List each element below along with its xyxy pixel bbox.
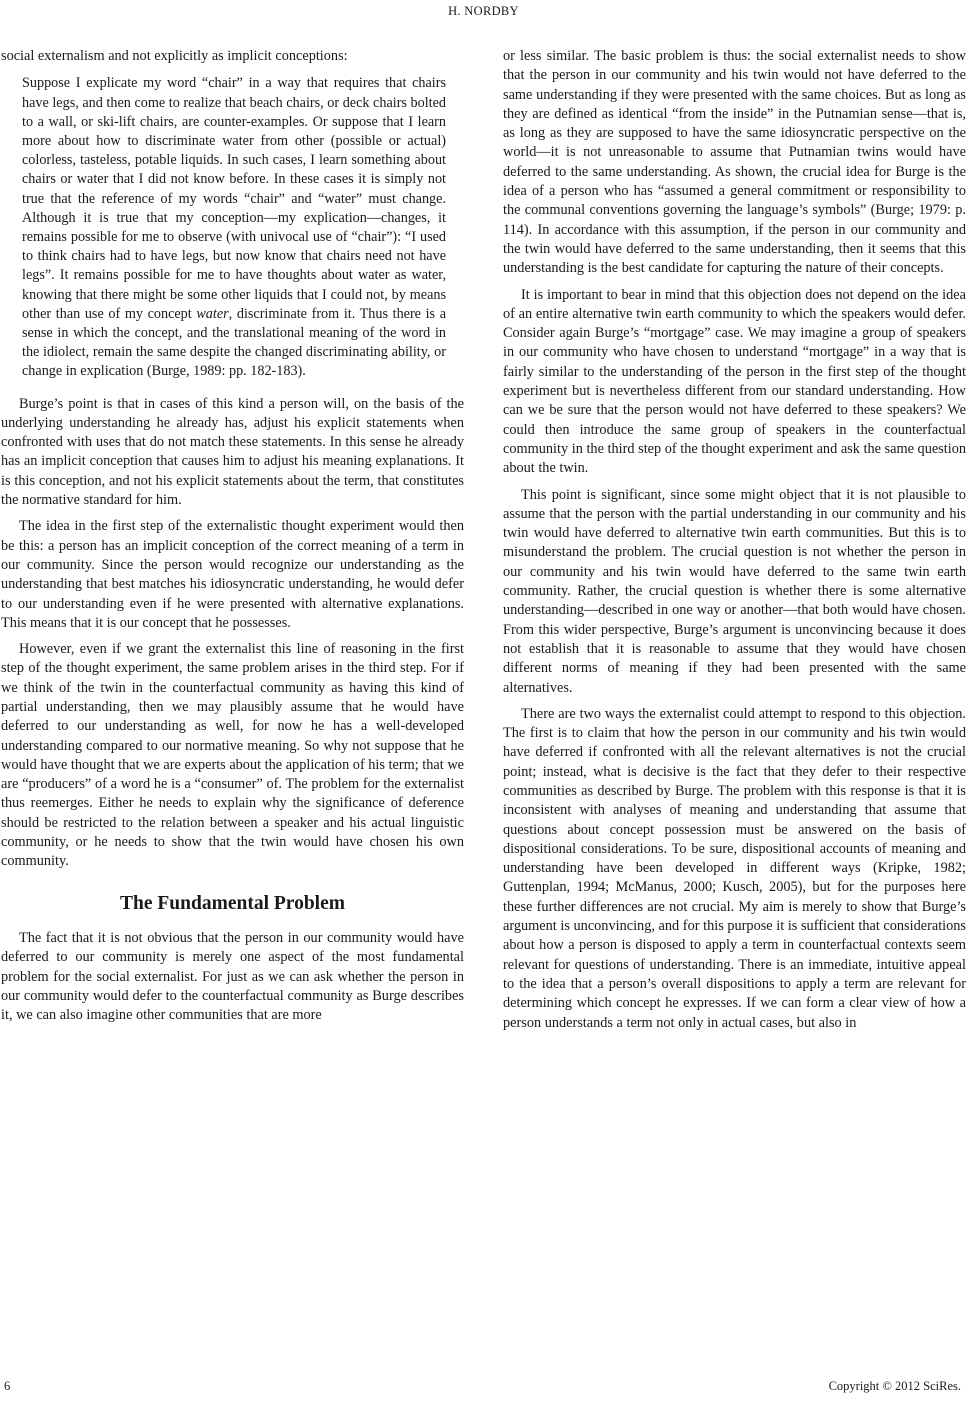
body-paragraph: The fact that it is not obvious that the person in our community would have deferred to our community is merely one aspect of the most fundamental problem for the social externalist. For just as we can ask whether the person in our community would defer to the counterfactual community as Burge describes it, we can also imagine other communities that are more [1, 929, 464, 1024]
left-column [1, 47, 464, 1032]
body-paragraph: Burge’s point is that in cases of this kind a person will, on the basis of the underlying understanding he already has, adjust his explicit statements when confronted with uses that do not match these statements. In this sense he already has an implicit conception that causes him to adjust his meaning explanations. It is this conception, and not his explicit statements about the term, that constitutes the normative standard for him. [1, 395, 464, 509]
quote-italic-term: water [196, 305, 229, 322]
intro-line: social externalism and not explicitly as implicit conceptions: [1, 48, 348, 64]
body-paragraph: or less similar. The basic problem is thus: the social externalist needs to show that the person in our community and his twin would not have deferred to the same understanding if they were presented with the same choices. But as long as they are defined as identical “from the inside” in the Putnamian sense—that is, as long as they are supposed to have the same idiosyncratic perspective on the world—it is not unreasonable to assume that Putnamian twins would have deferred to the same understanding. As shown, the crucial idea for Burge is the idea of a person who has “assumed a general commitment or responsibility to the communal conventions governing the language’s symbols” (Burge; 1979: p. 114). In accordance with this assumption, if the person in our community and the twin would have deferred to the same understanding, then it seems that this understanding is the best candidate for capturing the nature of their concepts. [503, 48, 966, 277]
body-paragraph: This point is significant, since some might object that it is not plausible to assume that the person with the partial understanding in our community and his twin would have deferred to alternative twin earth communities. But this is to misunderstand the problem. The crucial question is not whether the person in our community and his twin would have deferred to the same twin earth community. Rather, the crucial question is whether there is some alternative understanding—described in one way or another—that both would have chosen. From this wider perspective, Burge’s argument is unconvincing because it does not establish that it is reasonable to assume that they would have chosen different norms of meaning if they had been presented with the same alternatives. [503, 486, 966, 696]
right-column [503, 47, 966, 1040]
body-paragraph: It is important to bear in mind that this objection does not depend on the idea of an entire alternative twin earth community to which the speakers would defer. Consider again Burge’s “mortgage” case. We may imagine a group of speakers in our community who have chosen to understand “mortgage” in a way that is fairly similar to the understanding of the person in the first step of the thought experiment but is nevertheless different from our standard understanding. How can we be sure that the person would not have deferred to these speakers? We could then introduce the same group of speakers in the counterfactual community in the third step of the thought experiment and ask the same question about the twin. [503, 286, 966, 477]
block-quote [22, 74, 446, 381]
body-paragraph: The idea in the first step of the externalistic thought experiment would then be this: a person has an implicit conception of the correct meaning of a term in our community. Since the person would recognize our understanding as the understanding that best matches his idiosyncratic understanding, he would defer to our understanding even if he were presented with alternative explanations. This means that it is our concept that he possesses. [1, 518, 464, 631]
section-heading: The Fundamental Problem [120, 892, 345, 914]
body-paragraph: However, even if we grant the externalist this line of reasoning in the first step of the thought experiment, the same problem arises in the third step. For if we think of the twin in the counterfactual community as having this kind of partial understanding, then we may plausibly assume that he would have deferred to our understanding as well, for now he has a well-developed understanding compared to our normative meaning. So why not suppose that he would have thought that we are experts about the application of his term; that we are “producers” of a word he is a “consumer” of. The problem for the externalist thus reemerges. Either he needs to explain why the significance of deference should be restricted to the relation between a speaker and his actual linguistic community, or he needs to show that the twin would have chosen his own community. [1, 641, 464, 870]
running-header: H. NORDBY [448, 4, 519, 18]
quote-text-end: , discriminate from it. Thus there is a sense in which the concept, and the translational meaning of the word in the idiolect, remain the same despite the changed discriminating ability, or change in explication (Burge, 1989: pp. 182-183). [22, 305, 446, 380]
quote-text: Suppose I explicate my word “chair” in a way that requires that chairs have legs, and then come to realize that beach chairs, or deck chairs bolted to a wall, or ski-lift chairs, are counter-examples. Or suppose that I learn more about how to discriminate water from other (possible or actual) colorless, tasteless, potable liquids. In such cases, I learn something about chairs or water that I did not know before. In these cases it is simply not true that the reference of my words “chair” and “water” must change. Although it is true that my conception—my explication—changes, it remains possible for me to observe (with univocal use of “chair”): “I used to think chairs had to have legs, but now know that chairs need not have legs”. It remains possible for me to have thoughts about water as water, knowing that there might be some other liquids that I could not, by means other than use of my concept [22, 75, 446, 322]
body-paragraph: There are two ways the externalist could attempt to respond to this objection. The first is to claim that how the person in our community and his twin would have deferred if confronted with all the relevant alternatives is not the crucial point; instead, what is decisive is the fact that they defer to their respective communities as described by Burge. The problem with this response is that it is inconsistent with analyses of meaning and understanding that assume that questions about concept possession must be answered on the basis of dispositional considerations. To be sure, dispositional accounts of meaning and understanding have been developed in different ways (Kripke, 1982; Guttenplan, 1994; McManus, 2000; Kusch, 2005), but for the purposes here these further differences are not crucial. My aim is merely to show that Burge’s argument is unconvincing, and for this purpose it is sufficient that considerations about how a person is disposed to apply a term in counterfactual contexts seem relevant for questions of understanding. There is an immediate, intuitive appeal to the idea that a person’s overall dispositions to apply a term are relevant for determining which concept he expresses. If we can form a clear view of how a person understands a term not only in actual cases, but also in [503, 705, 966, 1031]
copyright-notice: Copyright © 2012 SciRes. [828, 1379, 961, 1393]
page-number: 6 [4, 1379, 11, 1393]
